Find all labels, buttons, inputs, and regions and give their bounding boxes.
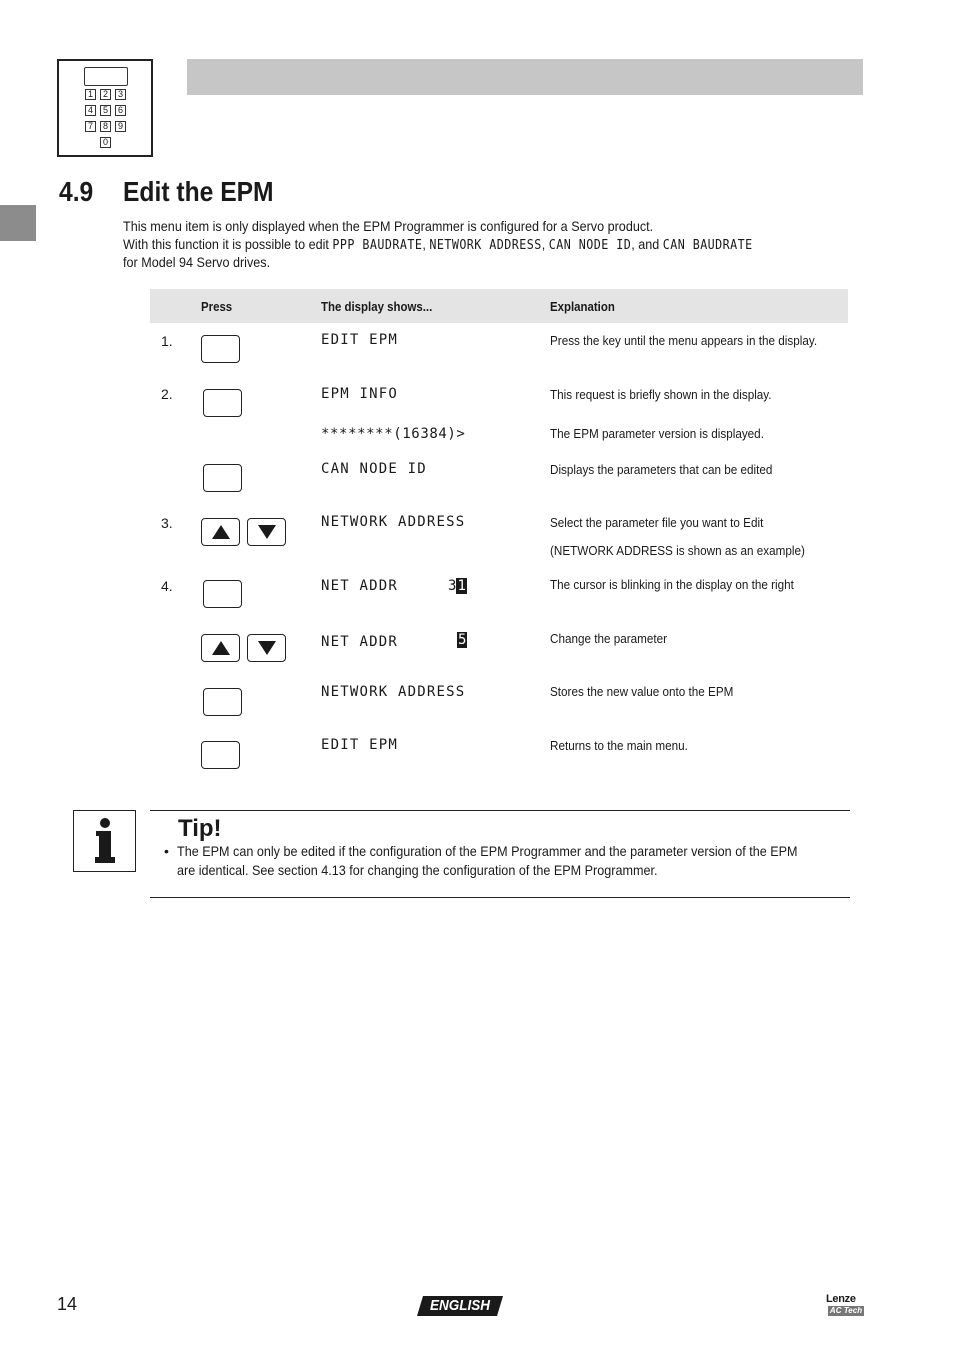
explanation-text: Returns to the main menu. bbox=[550, 738, 688, 753]
display-text: NETWORK ADDRESS bbox=[321, 684, 466, 700]
key-button-icon bbox=[203, 688, 242, 716]
blinking-cursor: 1 bbox=[457, 578, 466, 594]
explanation-text: (NETWORK ADDRESS is shown as an example) bbox=[550, 543, 805, 558]
blinking-cursor: 5 bbox=[458, 632, 467, 648]
key-button-icon bbox=[201, 335, 240, 363]
explanation-text: The EPM parameter version is displayed. bbox=[550, 426, 764, 441]
keypad-key-4: 4 bbox=[85, 105, 96, 116]
column-header-press: Press bbox=[201, 299, 233, 314]
step-number: 3. bbox=[161, 515, 173, 531]
page-number: 14 bbox=[57, 1294, 78, 1314]
down-arrow-key-icon bbox=[247, 518, 286, 546]
up-arrow-key-icon bbox=[201, 634, 240, 662]
tip-text-line-1: The EPM can only be edited if the configuration of the EPM Programmer and the parameter version of the EPM bbox=[177, 843, 798, 859]
tip-bullet: • bbox=[164, 843, 169, 859]
brand-logo bbox=[826, 1293, 864, 1317]
intro-line-2: With this function it is possible to edit PPP BAUDRATE, NETWORK ADDRESS, CAN NODE ID, and CAN BAUDRATE bbox=[123, 236, 753, 253]
display-text: NETWORK ADDRESS bbox=[321, 514, 466, 530]
column-header-explanation: Explanation bbox=[550, 299, 615, 314]
keypad-key-8: 8 bbox=[100, 121, 111, 132]
chapter-side-tab bbox=[0, 205, 36, 241]
intro-line-3: for Model 94 Servo drives. bbox=[123, 254, 271, 270]
column-header-display: The display shows... bbox=[321, 299, 433, 314]
key-button-icon bbox=[203, 580, 242, 608]
key-button-icon bbox=[203, 389, 242, 417]
explanation-text: Stores the new value onto the EPM bbox=[550, 684, 734, 699]
keypad-key-3: 3 bbox=[115, 89, 126, 100]
explanation-text: Press the key until the menu appears in the display. bbox=[550, 333, 818, 348]
tip-text-line-2: are identical. See section 4.13 for changing the configuration of the EPM Programmer. bbox=[177, 862, 658, 878]
keypad-key-1: 1 bbox=[85, 89, 96, 100]
keypad-key-5: 5 bbox=[100, 105, 111, 116]
display-text: ********(16384)> bbox=[321, 426, 466, 442]
brand-name: Lenze bbox=[826, 1293, 856, 1305]
section-title: Edit the EPM bbox=[123, 176, 274, 207]
display-text: EDIT EPM bbox=[321, 737, 399, 753]
header-bar bbox=[187, 59, 863, 95]
brand-subtitle: AC Tech bbox=[829, 1306, 863, 1315]
down-arrow-key-icon bbox=[247, 634, 286, 662]
step-number: 2. bbox=[161, 386, 173, 402]
step-number: 4. bbox=[161, 578, 173, 594]
intro-line-1: This menu item is only displayed when the EPM Programmer is configured for a Servo product. bbox=[123, 218, 654, 234]
table-header bbox=[150, 289, 848, 323]
keypad-display-icon bbox=[84, 67, 128, 86]
display-text: NET ADDR bbox=[321, 578, 399, 594]
info-icon bbox=[73, 810, 136, 872]
key-button-icon bbox=[201, 741, 240, 769]
tip-bottom-divider bbox=[150, 897, 850, 898]
explanation-text: This request is briefly shown in the display. bbox=[550, 387, 772, 402]
display-text: EPM INFO bbox=[321, 386, 399, 402]
keypad-key-6: 6 bbox=[115, 105, 126, 116]
display-text: CAN NODE ID bbox=[321, 461, 427, 477]
explanation-text: Displays the parameters that can be edited bbox=[550, 462, 773, 477]
key-button-icon bbox=[203, 464, 242, 492]
keypad-key-9: 9 bbox=[115, 121, 126, 132]
language-label: ENGLISH bbox=[429, 1297, 491, 1314]
display-text: NET ADDR bbox=[321, 634, 399, 650]
keypad-key-2: 2 bbox=[100, 89, 111, 100]
display-value: 31 bbox=[448, 578, 466, 594]
section-number: 4.9 bbox=[59, 176, 94, 207]
tip-top-divider bbox=[150, 810, 850, 811]
display-value bbox=[457, 632, 467, 648]
language-badge bbox=[417, 1296, 503, 1316]
up-arrow-key-icon bbox=[201, 518, 240, 546]
display-text: EDIT EPM bbox=[321, 332, 399, 348]
explanation-text: The cursor is blinking in the display on the right bbox=[550, 577, 794, 592]
keypad-key-7: 7 bbox=[85, 121, 96, 132]
step-number: 1. bbox=[161, 333, 173, 349]
explanation-text: Select the parameter file you want to Edit bbox=[550, 515, 764, 530]
explanation-text: Change the parameter bbox=[550, 631, 668, 646]
tip-title: Tip! bbox=[178, 815, 222, 842]
keypad-key-0: 0 bbox=[100, 137, 111, 148]
